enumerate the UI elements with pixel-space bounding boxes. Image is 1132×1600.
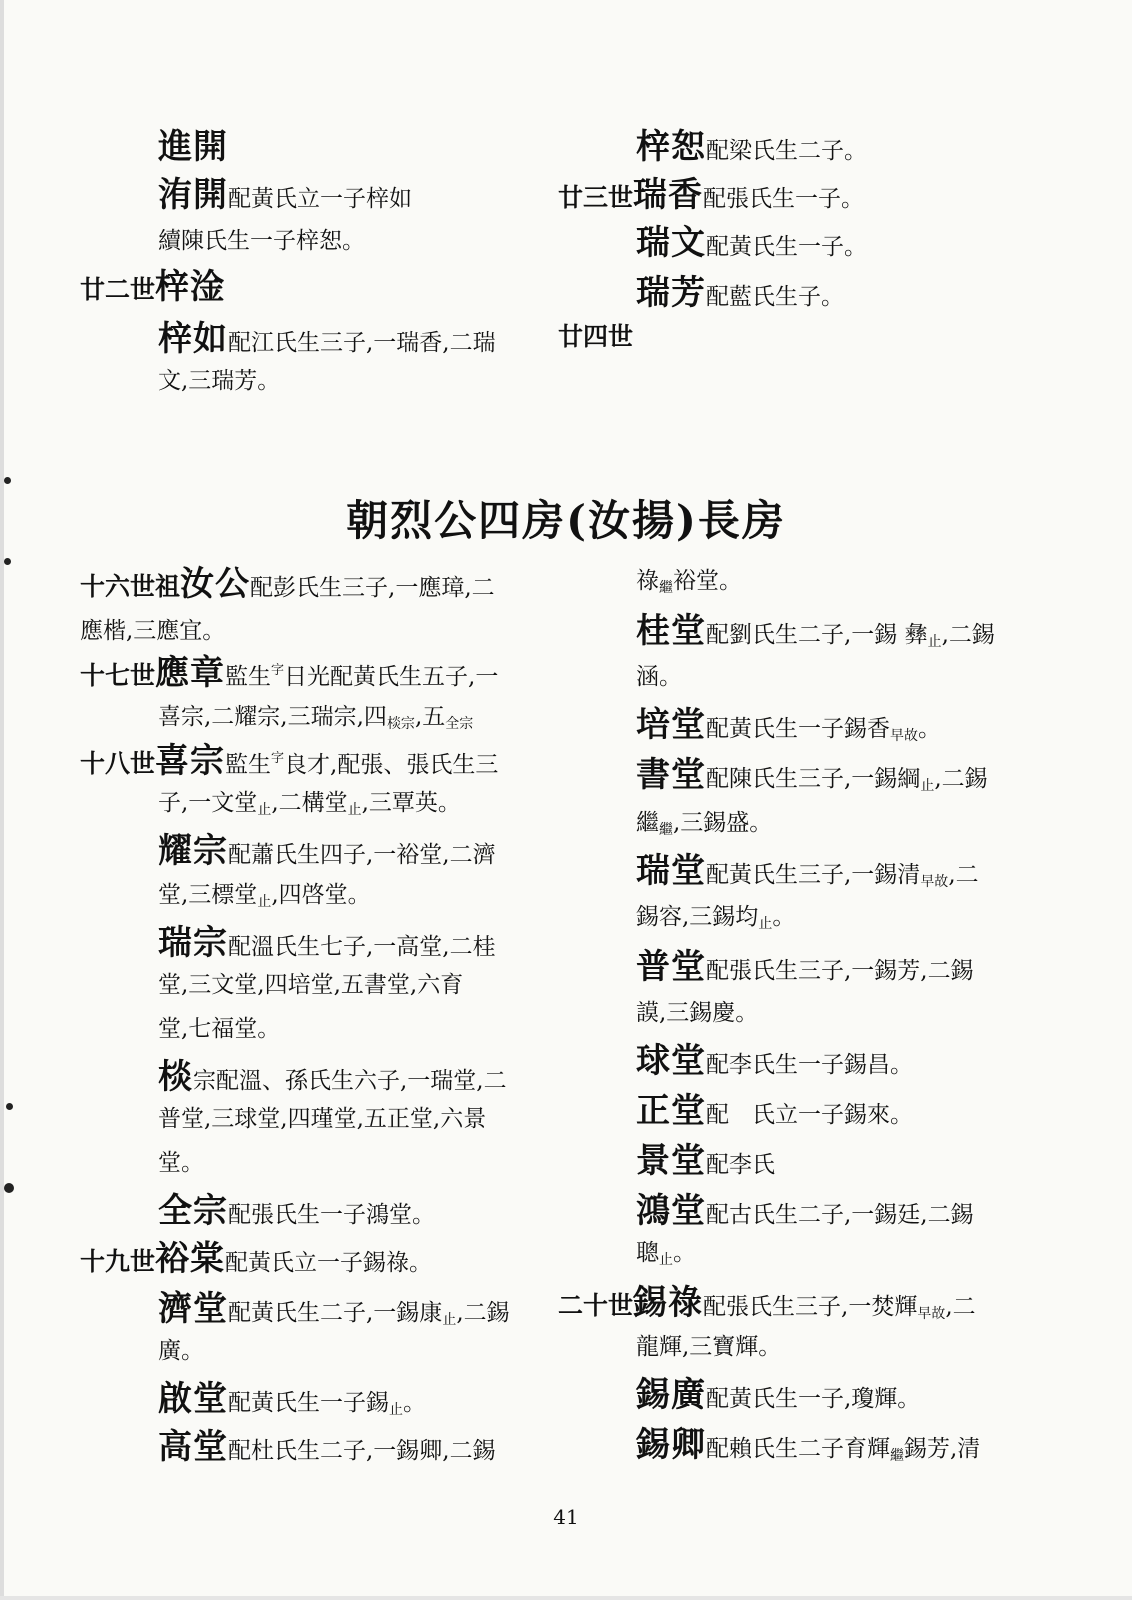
entry-text: 堂,七福堂。: [158, 1016, 281, 1042]
scan-speck: [4, 477, 11, 484]
entry-text: 監生: [225, 664, 272, 690]
small-note: 早故: [890, 728, 918, 744]
small-note: 止: [257, 894, 272, 910]
small-note: 繼: [890, 1448, 904, 1464]
entry-text: 配陳氏生三子,一錫綱: [706, 766, 921, 792]
entry-text: 配黃氏立一子錫祿。: [225, 1250, 433, 1276]
entry-text: 配黃氏生一子。: [706, 234, 867, 260]
page-number: 41: [553, 1505, 579, 1529]
entry-text: 廣。: [158, 1338, 204, 1364]
small-note: 棪宗: [386, 716, 415, 732]
entry-text: 聰: [636, 1240, 659, 1266]
person-name: 進開: [158, 127, 228, 167]
small-note: 止: [257, 802, 272, 818]
entry-text: ,五: [414, 704, 446, 730]
person-name: 正堂: [636, 1091, 706, 1131]
entry-text: 配溫氏生七子,一高堂,二桂: [228, 934, 496, 960]
small-note: 止: [442, 1312, 457, 1328]
person-name: 應章: [155, 653, 226, 693]
entry-text: 配古氏生二子,一錫廷,二錫: [706, 1202, 974, 1228]
person-name: 濟堂: [158, 1289, 228, 1329]
scan-edge: [0, 1596, 1132, 1600]
entry-text: 配蕭氏生四子,一裕堂,二濟: [228, 842, 496, 868]
small-note: 繼: [659, 822, 673, 838]
annotation-mark: 字: [271, 751, 285, 766]
person-name: 書堂: [636, 755, 706, 795]
small-note: 止: [389, 1402, 403, 1418]
entry-text: 。: [918, 716, 941, 742]
person-name: 梓恕: [636, 127, 706, 167]
entry-text: ,二: [948, 862, 979, 888]
small-note: 繼: [659, 580, 673, 596]
entry-text: 配黃氏生一子錫香: [706, 716, 890, 742]
person-name: 瑞堂: [636, 851, 706, 891]
entry-text: 謨,三錫慶。: [636, 1000, 759, 1026]
entry-text: 子,一文堂: [158, 790, 258, 816]
person-name: 錫祿: [633, 1283, 704, 1323]
generation-label: 十九世: [80, 1247, 156, 1276]
entry-text: 配 氏立一子錫來。: [706, 1102, 913, 1128]
person-name: 裕棠: [155, 1239, 226, 1279]
entry-text: 宗配溫、孫氏生六子,一瑞堂,二: [193, 1068, 507, 1094]
small-note: 早故: [917, 1306, 946, 1322]
scan-speck: [6, 1103, 13, 1110]
entry-text: 配賴氏生二子育輝: [706, 1436, 890, 1462]
entry-text: 配黃氏生一子錫: [228, 1390, 389, 1416]
small-note: 早故: [920, 874, 949, 890]
entry-text: 。: [673, 1240, 696, 1266]
person-name: 啟堂: [158, 1379, 228, 1419]
generation-label: 廿三世: [558, 183, 634, 212]
scan-speck: [4, 558, 11, 565]
entry-text: 配張氏生一子鴻堂。: [228, 1202, 435, 1228]
small-note: 止: [659, 1252, 673, 1268]
person-name: 瑞宗: [158, 923, 228, 963]
section-title: 朝烈公四房(汝揚)長房: [346, 496, 786, 545]
small-note: 止: [927, 634, 942, 650]
entry-text: 配黃氏生三子,一錫清: [706, 862, 921, 888]
generation-label: 十七世: [80, 661, 156, 690]
generation-label: 廿四世: [558, 322, 634, 351]
person-name: 鴻堂: [636, 1191, 706, 1231]
person-name: 瑞文: [636, 223, 706, 263]
person-name: 梓淦: [155, 267, 226, 307]
entry-text: 錫芳,清: [904, 1436, 981, 1462]
person-name: 全宗: [158, 1191, 228, 1231]
entry-text: ,三錫盛。: [673, 810, 773, 836]
entry-text: 普堂,三球堂,四瑾堂,五正堂,六景: [158, 1106, 487, 1132]
entry-text: 喜宗,二耀宗,三瑞宗,四: [158, 704, 387, 730]
entry-text: 堂。: [158, 1150, 204, 1176]
person-name: 桂堂: [636, 611, 706, 651]
person-name: 喜宗: [155, 741, 226, 781]
entry-text: 配張氏生一子。: [703, 186, 865, 212]
person-name: 洧開: [158, 175, 228, 215]
entry-text: 配梁氏生二子。: [706, 138, 867, 164]
small-note: 止: [758, 916, 773, 932]
entry-text: 配劉氏生二子,一錫 彝: [706, 622, 928, 648]
entry-text: 配黃氏生一子,瓊輝。: [706, 1386, 921, 1412]
entry-text: 龍輝,三寶輝。: [636, 1334, 782, 1360]
entry-text: 配黃氏立一子梓如: [228, 186, 412, 212]
entry-text: 。: [772, 904, 796, 930]
person-name: 景堂: [636, 1141, 706, 1181]
entry-text: ,三覃英。: [361, 790, 461, 816]
person-name: 球堂: [636, 1041, 706, 1081]
scan-edge: [0, 0, 4, 1600]
person-name: 瑞芳: [636, 273, 706, 313]
entry-text: 配黃氏生二子,一錫康: [228, 1300, 443, 1326]
entry-text: 涵。: [636, 664, 682, 690]
entry-text: 配杜氏生二子,一錫卿,二錫: [228, 1438, 496, 1464]
entry-text: 配彭氏生三子,一應璋,二: [250, 575, 495, 601]
person-name: 瑞香: [633, 175, 704, 215]
generation-label: 廿二世: [80, 275, 156, 304]
entry-text: 。: [403, 1390, 426, 1416]
entry-text: 配江氏生三子,一瑞香,二瑞: [228, 330, 496, 356]
entry-text: 堂,三標堂: [158, 882, 258, 908]
entry-text: ,四啓堂。: [271, 882, 371, 908]
entry-text: 繼: [636, 810, 659, 836]
entry-text: 配藍氏生子。: [706, 284, 844, 310]
person-name: 梓如: [158, 319, 228, 359]
entry-text: 應楷,三應宜。: [80, 618, 226, 644]
person-name: 普堂: [636, 947, 706, 987]
entry-text: 配李氏: [706, 1152, 775, 1178]
small-note: 全宗: [445, 716, 474, 732]
person-name: 錫廣: [636, 1375, 706, 1415]
scan-speck: [4, 1183, 14, 1193]
person-name: 耀宗: [158, 831, 228, 871]
entry-text: 配張氏生三子,一錫芳,二錫: [706, 958, 974, 984]
person-name: 汝公: [180, 564, 251, 604]
entry-text: 堂,三文堂,四培堂,五書堂,六育: [158, 972, 464, 998]
small-note: 止: [920, 778, 935, 794]
entry-text: 良才,配張、張氏生三: [284, 752, 499, 778]
entry-text: ,二錫: [934, 766, 988, 792]
generation-label: 十六世祖: [80, 572, 181, 601]
entry-text: 裕堂。: [673, 568, 742, 594]
entry-text: 錫容,三錫均: [636, 904, 759, 930]
entry-text: 文,三瑞芳。: [158, 368, 281, 394]
generation-label: 十八世: [80, 749, 156, 778]
entry-text: 日光配黃氏生五子,一: [284, 664, 499, 690]
entry-text: 續陳氏生一子梓恕。: [158, 228, 365, 254]
entry-text: ,二錫: [941, 622, 995, 648]
entry-text: 祿: [636, 568, 659, 594]
person-name: 錫卿: [636, 1425, 706, 1465]
entry-text: 監生: [225, 752, 272, 778]
small-note: 止: [347, 802, 362, 818]
person-name: 高堂: [158, 1427, 228, 1467]
entry-text: 配張氏生三子,一焚輝: [703, 1294, 918, 1320]
generation-label: 二十世: [558, 1291, 634, 1320]
entry-text: ,二: [945, 1294, 976, 1320]
annotation-mark: 字: [271, 663, 285, 678]
person-name: 培堂: [636, 705, 706, 745]
entry-text: ,二構堂: [271, 790, 348, 816]
entry-text: ,二錫: [456, 1300, 510, 1326]
entry-text: 配李氏生一子錫昌。: [706, 1052, 913, 1078]
person-name: 棪: [158, 1057, 193, 1097]
